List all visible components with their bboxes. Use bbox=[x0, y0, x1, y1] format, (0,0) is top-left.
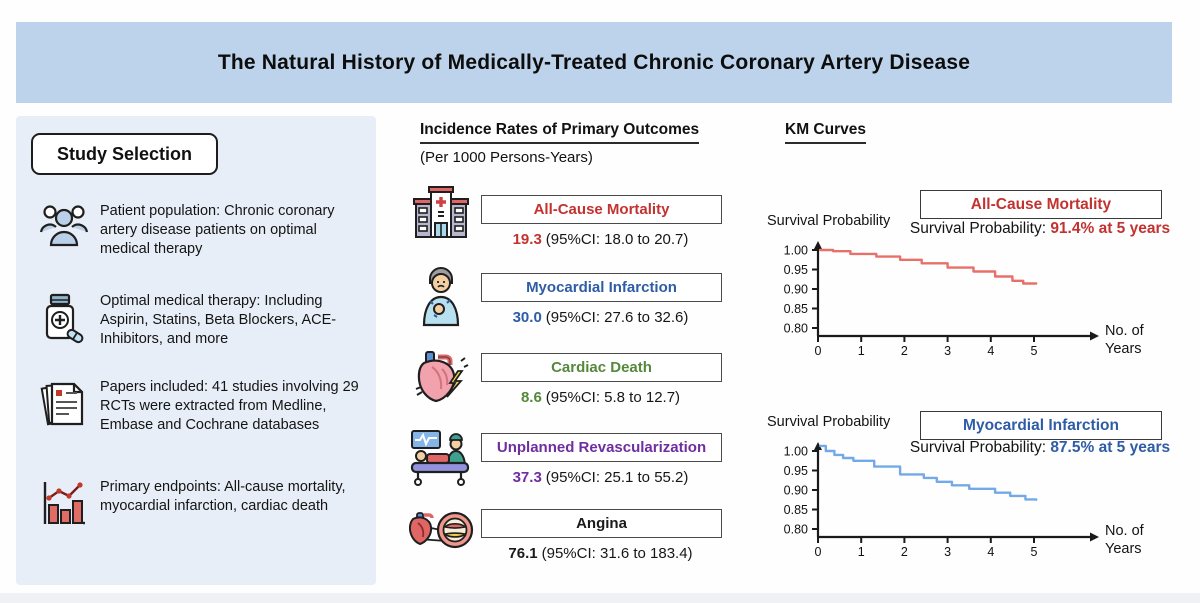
svg-text:0.80: 0.80 bbox=[783, 321, 808, 336]
y-axis-label: Survival Probability bbox=[767, 213, 891, 229]
chest-pain-patient-icon bbox=[408, 267, 474, 327]
list-item-papers-included bbox=[28, 378, 368, 435]
list-item-text: Patient population: Chronic coronary artery disease patients on optimal medical therapy bbox=[100, 203, 335, 258]
svg-text:0: 0 bbox=[814, 344, 822, 358]
svg-text:3: 3 bbox=[944, 545, 952, 559]
hospital-bed-icon bbox=[408, 427, 474, 487]
svg-text:1.00: 1.00 bbox=[783, 444, 808, 459]
list-item-patient-population bbox=[28, 202, 368, 259]
outcome-box-angina: Angina bbox=[481, 509, 722, 538]
study-selection-panel bbox=[16, 116, 376, 585]
svg-text:4: 4 bbox=[987, 344, 995, 358]
svg-text:5: 5 bbox=[1030, 344, 1038, 358]
incidence-subheading: (Per 1000 Persons-Years) bbox=[420, 149, 593, 166]
outcome-box-unplanned-revascularization: Unplanned Revascularization bbox=[481, 433, 722, 462]
outcome-value-angina: 76.1 (95%CI: 31.6 to 183.4) bbox=[508, 545, 693, 562]
km-survival-annotation: Survival Probability: 91.4% at 5 years bbox=[909, 220, 1171, 237]
svg-text:2: 2 bbox=[900, 344, 908, 358]
svg-text:2: 2 bbox=[900, 545, 908, 559]
svg-text:1.00: 1.00 bbox=[783, 243, 808, 258]
outcome-value-unplanned-revascularization: 37.3 (95%CI: 25.1 to 55.2) bbox=[512, 469, 689, 486]
outcome-box-cardiac-death: Cardiac Death bbox=[481, 353, 722, 382]
svg-text:0.85: 0.85 bbox=[783, 302, 808, 316]
hospital-icon bbox=[408, 185, 474, 241]
svg-text:0.85: 0.85 bbox=[783, 503, 808, 517]
list-item-text: Papers included: 41 studies involving 29 RCTs were extracted from Medline, Embase and Cochrane databases bbox=[100, 379, 359, 434]
svg-text:0.80: 0.80 bbox=[783, 522, 808, 537]
papers-icon bbox=[28, 378, 100, 434]
km-survival-annotation: Survival Probability: 87.5% at 5 years bbox=[909, 439, 1171, 456]
svg-text:0.90: 0.90 bbox=[783, 282, 808, 297]
svg-text:1: 1 bbox=[857, 344, 865, 358]
svg-text:0.95: 0.95 bbox=[783, 464, 808, 478]
outcome-value-cardiac-death: 8.6 (95%CI: 5.8 to 12.7) bbox=[520, 389, 681, 406]
heart-attack-icon bbox=[408, 349, 474, 405]
outcome-value-all-cause-mortality: 19.3 (95%CI: 18.0 to 20.7) bbox=[512, 231, 689, 248]
patient-population-icon bbox=[28, 202, 100, 250]
bottom-strip bbox=[0, 593, 1200, 603]
page-title: The Natural History of Medically-Treated Chronic Coronary Artery Disease bbox=[217, 50, 971, 74]
study-selection-heading: Study Selection bbox=[31, 133, 218, 175]
svg-text:0.90: 0.90 bbox=[783, 483, 808, 498]
y-axis-label: Survival Probability bbox=[767, 414, 891, 430]
svg-text:1: 1 bbox=[857, 545, 865, 559]
list-item-text: Primary endpoints: All-cause mortality, myocardial infarction, cardiac death bbox=[100, 479, 346, 515]
list-item-text: Optimal medical therapy: Including Aspirin, Statins, Beta Blockers, ACE-Inhibitors, and more bbox=[100, 293, 337, 348]
x-axis-label: No. of Years bbox=[1105, 523, 1144, 558]
list-item-medical-therapy bbox=[28, 292, 368, 349]
svg-text:5: 5 bbox=[1030, 545, 1038, 559]
km-chart-all-cause-mortality bbox=[760, 185, 1200, 400]
outcome-box-myocardial-infarction: Myocardial Infarction bbox=[481, 273, 722, 302]
svg-text:3: 3 bbox=[944, 344, 952, 358]
km-chart-title-box: All-Cause Mortality bbox=[920, 190, 1162, 219]
svg-text:0: 0 bbox=[814, 545, 822, 559]
svg-text:0.95: 0.95 bbox=[783, 263, 808, 277]
outcome-box-all-cause-mortality: All-Cause Mortality bbox=[481, 195, 722, 224]
km-chart-myocardial-infarction bbox=[760, 406, 1200, 603]
km-curves-heading: KM Curves bbox=[785, 121, 866, 144]
angina-artery-icon bbox=[408, 505, 474, 557]
x-axis-label: No. of Years bbox=[1105, 323, 1144, 358]
km-chart-title-box: Myocardial Infarction bbox=[920, 411, 1162, 440]
medication-icon bbox=[28, 292, 100, 348]
svg-text:4: 4 bbox=[987, 545, 995, 559]
list-item-primary-endpoints bbox=[28, 478, 368, 528]
outcome-value-myocardial-infarction: 30.0 (95%CI: 27.6 to 32.6) bbox=[512, 309, 689, 326]
title-banner bbox=[16, 22, 1172, 103]
incidence-heading: Incidence Rates of Primary Outcomes bbox=[420, 121, 699, 144]
endpoints-chart-icon bbox=[28, 478, 100, 528]
